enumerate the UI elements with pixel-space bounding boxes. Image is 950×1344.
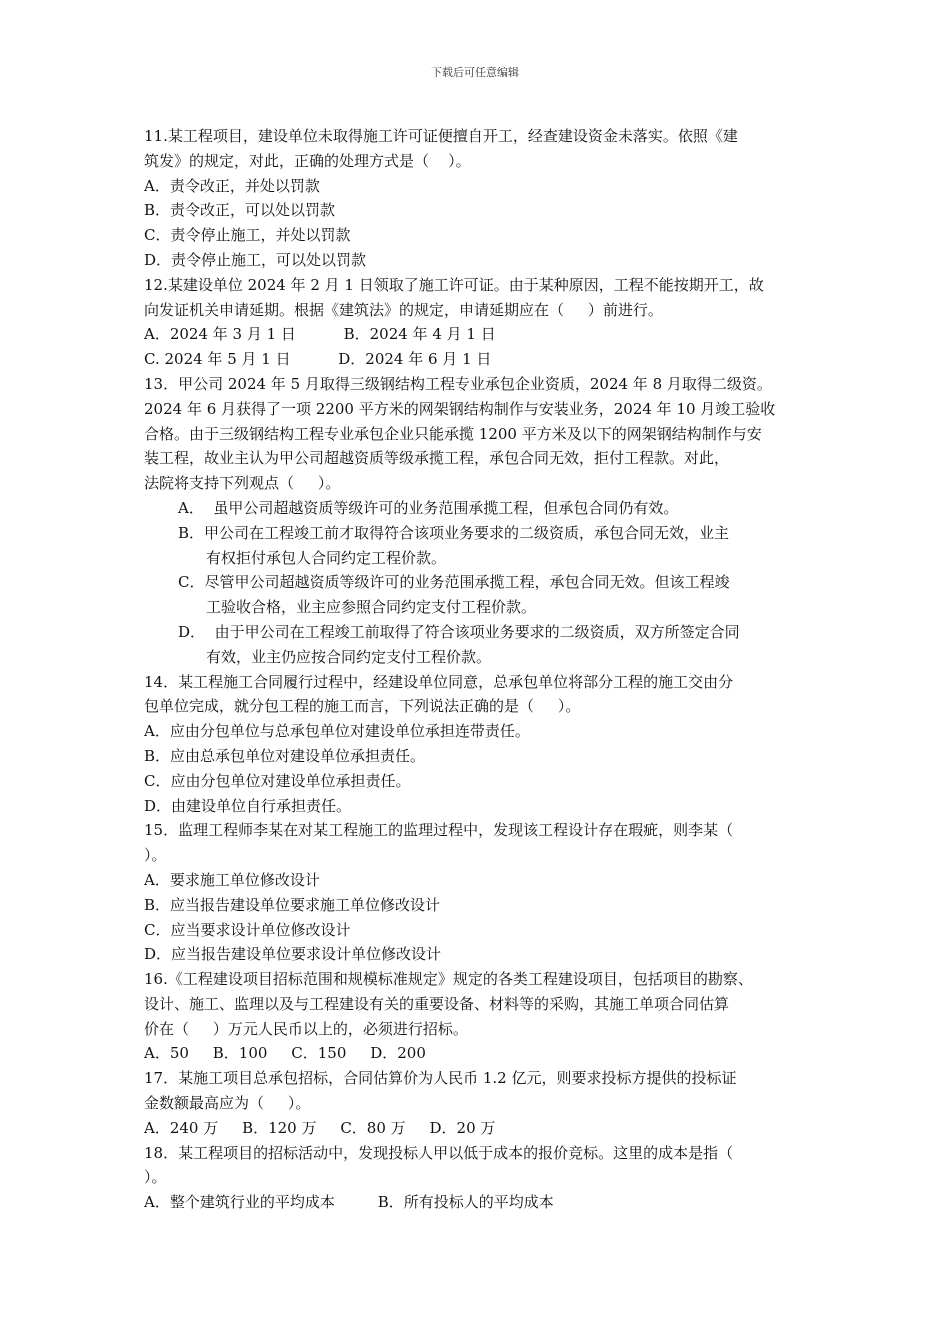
- text-line: A．要求施工单位修改设计: [144, 870, 320, 889]
- text-line: 11.某工程项目，建设单位未取得施工许可证便擅自开工，经查建设资金未落实。依照《建: [144, 127, 738, 145]
- text-line: 13．甲公司 2024 年 5 月取得三级钢结构工程专业承包企业资质，2024 年 8 月取得二级资。: [144, 374, 772, 393]
- text-line: B．甲公司在工程竣工前才取得符合该项业务要求的二级资质，承包合同无效，业主: [178, 523, 730, 542]
- text-line: 有权拒付承包人合同约定工程价款。: [206, 548, 447, 567]
- text-line: 14．某工程施工合同履行过程中，经建设单位同意，总承包单位将部分工程的施工交由分: [144, 672, 734, 691]
- text-line: 包单位完成，就分包工程的施工而言，下列说法正确的是（ ）。: [144, 697, 581, 716]
- text-line: 价在（ ）万元人民币以上的，必须进行招标。: [144, 1019, 468, 1038]
- text-line: 合格。由于三级钢结构工程专业承包企业只能承揽 1200 平方米及以下的网架钢结构制作与安: [144, 424, 762, 443]
- text-line: 工验收合格，业主应参照合同约定支付工程价款。: [206, 598, 537, 617]
- text-line: D．应当报告建设单位要求设计单位修改设计: [144, 945, 442, 964]
- text-line: B．应当报告建设单位要求施工单位修改设计: [144, 895, 441, 914]
- document-body: [144, 124, 809, 1215]
- text-line: 向发证机关申请延期。根据《建筑法》的规定，申请延期应在（ ）前进行。: [144, 300, 663, 319]
- text-line: D． 由于甲公司在工程竣工前取得了符合该项业务要求的二级资质，双方所签定合同: [178, 622, 740, 641]
- text-line: 16.《工程建设项目招标范围和规模标准规定》规定的各类工程建设项目，包括项目的勘察、: [144, 970, 753, 989]
- text-line: 金数额最高应为（ ）。: [144, 1094, 311, 1113]
- text-line: A．240 万 B．120 万 C．80 万 D．20 万: [144, 1118, 496, 1137]
- text-line: A．责令改正，并处以罚款: [144, 176, 320, 195]
- text-line: A．50 B．100 C．150 D．200: [144, 1044, 426, 1063]
- text-line: 2024 年 6 月获得了一项 2200 平方米的网架钢结构制作与安装业务，2024 年 10 月竣工验收: [144, 399, 776, 418]
- text-line: 法院将支持下列观点（ ）。: [144, 474, 341, 493]
- text-line: A．2024 年 3 月 1 日 B．2024 年 4 月 1 日: [144, 325, 496, 344]
- text-line: 设计、施工、监理以及与工程建设有关的重要设备、材料等的采购，其施工单项合同估算: [144, 994, 730, 1013]
- text-line: D．责令停止施工，可以处以罚款: [144, 250, 367, 269]
- text-line: A． 虽甲公司超越资质等级许可的业务范围承揽工程，但承包合同仍有效。: [178, 498, 679, 517]
- text-line: ）。: [144, 1168, 167, 1187]
- text-line: 装工程，故业主认为甲公司超越资质等级承揽工程，承包合同无效，拒付工程款。对此，: [144, 449, 730, 468]
- text-line: A．整个建筑行业的平均成本 B．所有投标人的平均成本: [144, 1193, 554, 1212]
- text-line: 12.某建设单位 2024 年 2 月 1 日领取了施工许可证。由于某种原因，工程不能按期开工，故: [144, 275, 764, 294]
- text-line: A．应由分包单位与总承包单位对建设单位承担连带责任。: [144, 722, 530, 741]
- text-line: 15．监理工程师李某在对某工程施工的监理过程中，发现该工程设计存在瑕疵，则李某（: [144, 821, 734, 840]
- text-line: C．应由分包单位对建设单位承担责任。: [144, 771, 411, 790]
- text-line: D．由建设单位自行承担责任。: [144, 796, 352, 815]
- text-line: 筑发》的规定，对此，正确的处理方式是（ ）。: [144, 151, 471, 170]
- text-line: C. 2024 年 5 月 1 日 D．2024 年 6 月 1 日: [144, 350, 492, 369]
- text-line: 17．某施工项目总承包招标，合同估算价为人民币 1.2 亿元，则要求投标方提供的投标证: [144, 1069, 737, 1088]
- text-line: B．应由总承包单位对建设单位承担责任。: [144, 746, 426, 765]
- text-line: B．责令改正，可以处以罚款: [144, 201, 336, 220]
- text-line: 18．某工程项目的招标活动中，发现投标人甲以低于成本的报价竞标。这里的成本是指（: [144, 1143, 734, 1162]
- text-line: ）。: [144, 846, 167, 865]
- text-line: C．应当要求设计单位修改设计: [144, 920, 351, 939]
- text-line: C．责令停止施工，并处以罚款: [144, 226, 351, 245]
- text-line: 有效，业主仍应按合同约定支付工程价款。: [206, 647, 492, 666]
- text-line: C．尽管甲公司超越资质等级许可的业务范围承揽工程，承包合同无效。但该工程竣: [178, 573, 730, 592]
- page-header: 下载后可任意编辑: [431, 66, 519, 79]
